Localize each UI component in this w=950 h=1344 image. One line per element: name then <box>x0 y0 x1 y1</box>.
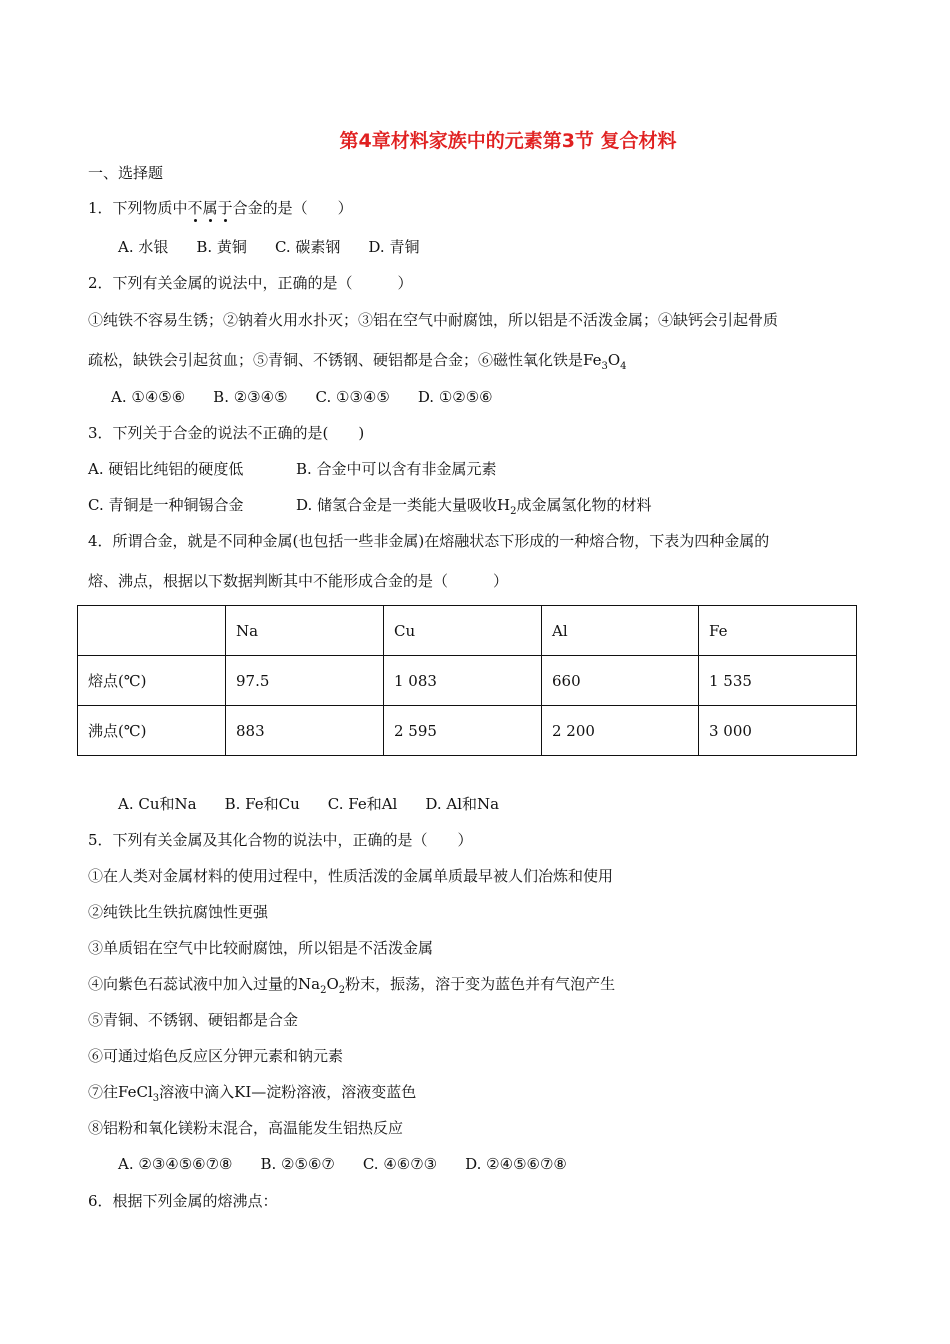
q5-option-c: C. ④⑥⑦③ <box>362 1155 438 1173</box>
q5-statement-1: ①在人类对金属材料的使用过程中，性质活泼的金属单质最早被人们冶炼和使用 <box>88 867 614 885</box>
q1-emphasis-char: 不 <box>187 199 203 217</box>
subscript: 2 <box>510 506 517 517</box>
q5-statement-7-text: 溶液中滴入KI—淀粉溶液，溶液变蓝色 <box>159 1083 417 1101</box>
q4-option-a: A. Cu和Na <box>118 795 197 813</box>
table-cell <box>78 606 226 656</box>
table-row <box>78 706 857 756</box>
question-5-options <box>118 1154 595 1174</box>
question-4-stem-line2: 熔、沸点，根据以下数据判断其中不能形成合金的是（ ） <box>88 572 509 590</box>
subscript: 2 <box>338 985 346 996</box>
question-4-stem-line1: 4．所谓合金，就是不同种金属(也包括一些非金属)在熔融状态下形成的一种熔合物，下表为四种金属的 <box>88 532 770 550</box>
q2-option-a: A. ①④⑤⑥ <box>111 388 186 406</box>
table-cell: 3 000 <box>699 706 857 756</box>
table-header-cell: Na <box>226 606 384 656</box>
subscript: 3 <box>601 361 608 372</box>
q5-statement-2: ②纯铁比生铁抗腐蚀性更强 <box>88 903 269 921</box>
q3-option-a: A. 硬铝比纯铝的硬度低 <box>88 460 244 478</box>
q2-line2-text: 疏松，缺铁会引起贫血；⑤青铜、不锈钢、硬铝都是合金；⑥磁性氧化铁是Fe <box>88 351 602 369</box>
table-header-cell: Cu <box>384 606 542 656</box>
q5-option-d: D. ②④⑤⑥⑦⑧ <box>465 1155 567 1173</box>
table-cell: 2 200 <box>542 706 699 756</box>
subscript: 3 <box>152 1093 160 1104</box>
table-cell: 2 595 <box>384 706 542 756</box>
table-cell: 883 <box>226 706 384 756</box>
subscript: 4 <box>620 361 627 372</box>
q3-option-d-text: D. 储氢合金是一类能大量吸收H <box>296 496 511 514</box>
q5-statement-4-text: 粉末，振荡，溶于变为蓝色并有气泡产生 <box>345 975 616 993</box>
q1-stem-part1: 1．下列物质中 <box>88 199 188 217</box>
question-2-statement-line1: ①纯铁不容易生锈；②钠着火用水扑灭；③铝在空气中耐腐蚀，所以铝是不活泼金属；④缺钙会引起骨质 <box>88 311 779 329</box>
question-3-stem: 3．下列关于合金的说法不正确的是( ) <box>88 424 365 442</box>
q3-option-b: B. 合金中可以含有非金属元素 <box>296 460 497 478</box>
question-6-stem: 6．根据下列金属的熔沸点： <box>88 1192 278 1210</box>
table-header-row <box>78 606 857 656</box>
question-2-stem: 2．下列有关金属的说法中，正确的是（ ） <box>88 274 413 292</box>
q5-statement-8: ⑧铝粉和氧化镁粉末混合，高温能发生铝热反应 <box>88 1119 404 1137</box>
question-4-options <box>118 794 527 814</box>
q1-emphasis-char: 于 <box>217 199 233 217</box>
table-row-label: 熔点(℃) <box>78 656 226 706</box>
q2-option-d: D. ①②⑤⑥ <box>417 388 493 406</box>
q5-option-a: A. ②③④⑤⑥⑦⑧ <box>118 1155 233 1173</box>
q1-option-b: B. 黄铜 <box>196 238 247 256</box>
question-1-stem <box>88 198 353 218</box>
section-heading: 一、选择题 <box>88 164 164 182</box>
q1-option-c: C. 碳素钢 <box>274 238 341 256</box>
table-cell: 97.5 <box>226 656 384 706</box>
table-row-label: 沸点(℃) <box>78 706 226 756</box>
table-cell: 660 <box>542 656 699 706</box>
question-5-stem: 5．下列有关金属及其化合物的说法中，正确的是（ ） <box>88 831 473 849</box>
question-2-options <box>111 387 521 407</box>
q5-statement-7 <box>88 1082 416 1102</box>
page-title: 第4章材料家族中的元素第3节 复合材料 <box>339 130 677 152</box>
q5-statement-7-text: ⑦往FeCl <box>88 1083 153 1101</box>
melting-boiling-point-table <box>77 605 857 756</box>
q5-statement-4-text: O <box>326 975 339 993</box>
q2-option-c: C. ①③④⑤ <box>315 388 390 406</box>
q4-option-b: B. Fe和Cu <box>224 795 300 813</box>
table-header-cell: Fe <box>699 606 857 656</box>
q3-option-d-text: 成金属氢化物的材料 <box>516 496 652 514</box>
q5-option-b: B. ②⑤⑥⑦ <box>260 1155 335 1173</box>
q4-option-d: D. Al和Na <box>425 795 500 813</box>
table-cell: 1 083 <box>384 656 542 706</box>
table-row <box>78 656 857 706</box>
q5-statement-3: ③单质铝在空气中比较耐腐蚀，所以铝是不活泼金属 <box>88 939 434 957</box>
table-cell: 1 535 <box>699 656 857 706</box>
q2-line2-text: O <box>607 351 621 369</box>
question-2-statement-line2 <box>88 350 627 370</box>
q1-option-d: D. 青铜 <box>368 238 420 256</box>
q5-statement-6: ⑥可通过焰色反应区分钾元素和钠元素 <box>88 1047 344 1065</box>
q2-option-b: B. ②③④⑤ <box>213 388 288 406</box>
q3-option-d <box>296 495 652 515</box>
q5-statement-5: ⑤青铜、不锈钢、硬铝都是合金 <box>88 1011 299 1029</box>
q5-statement-4-text: ④向紫色石蕊试液中加入过量的Na <box>88 975 321 993</box>
q1-option-a: A. 水银 <box>118 238 169 256</box>
subscript: 2 <box>320 985 327 996</box>
q4-option-c: C. Fe和Al <box>327 795 398 813</box>
q5-statement-4 <box>88 974 615 994</box>
q1-emphasis-char: 属 <box>202 199 218 217</box>
q1-stem-part2: 合金的是（ ） <box>232 199 353 217</box>
table-header-cell: Al <box>542 606 699 656</box>
q3-option-c: C. 青铜是一种铜锡合金 <box>88 496 244 514</box>
question-1-options <box>118 237 447 257</box>
